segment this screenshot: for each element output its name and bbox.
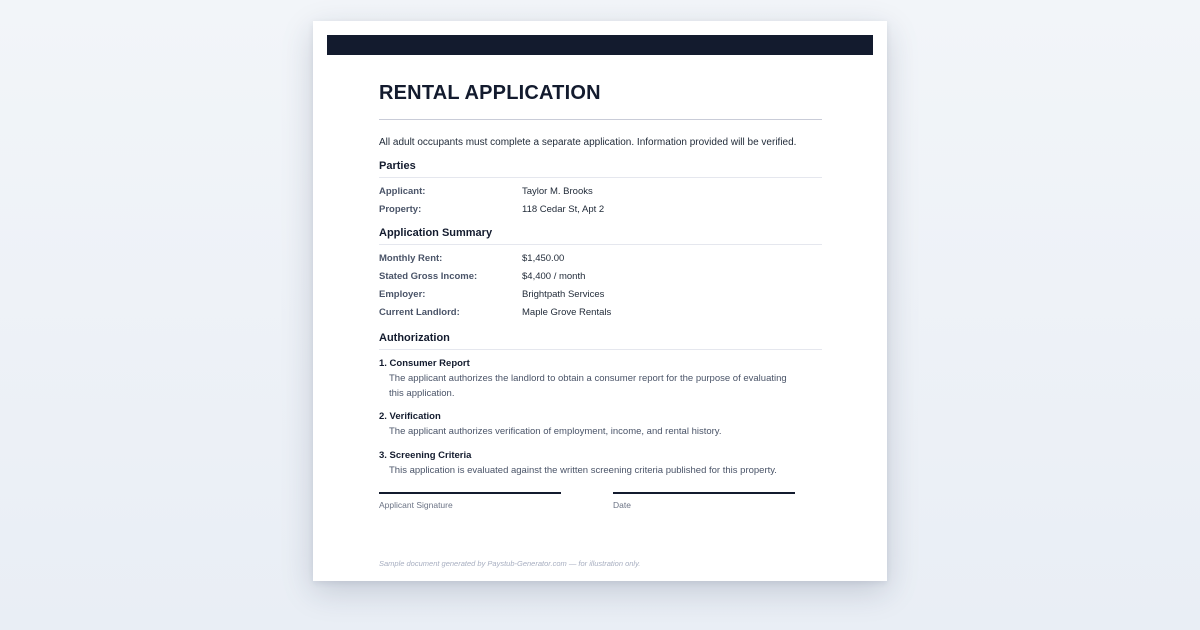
field-value: $4,400 / month [522, 271, 586, 282]
date-signature [613, 492, 795, 510]
field-label: Current Landlord: [379, 307, 460, 318]
clause-title: 3. Screening Criteria [379, 449, 472, 461]
section-heading-authorization: Authorization [379, 331, 822, 350]
field-value: $1,450.00 [522, 253, 565, 264]
clause-body: The applicant authorizes the landlord to obtain a consumer report for the purpose of evaluating this application. [389, 373, 787, 399]
summary-list [379, 253, 822, 325]
clause-screening-criteria [379, 450, 822, 479]
clause-verification [379, 411, 822, 440]
footer-disclaimer: Sample document generated by Paystub-Generator.com — for illustration only. [379, 559, 641, 568]
field-value: Taylor M. Brooks [522, 186, 593, 197]
field-row-applicant [379, 186, 822, 204]
document-body [379, 81, 822, 478]
clause-title: 1. Consumer Report [379, 358, 470, 369]
field-value: 118 Cedar St, Apt 2 [522, 204, 605, 215]
intro-text: All adult occupants must complete a separate application. Information provided will be verified. [379, 137, 797, 148]
field-label: Applicant: [379, 186, 426, 197]
field-row-monthly-rent [379, 253, 822, 271]
date-line [613, 492, 795, 494]
date-label: Date [613, 499, 631, 510]
field-value: Brightpath Services [522, 289, 605, 300]
document-title: RENTAL APPLICATION [379, 82, 601, 104]
title-divider [379, 119, 822, 120]
field-label: Employer: [379, 289, 426, 300]
document-page [313, 21, 887, 581]
clause-title: 2. Verification [379, 411, 441, 422]
parties-list [379, 186, 822, 222]
field-label: Monthly Rent: [379, 253, 443, 264]
field-row-property [379, 204, 822, 222]
header-bar [327, 35, 873, 55]
signature-line [379, 492, 561, 494]
field-row-gross-income [379, 271, 822, 289]
signature-label: Applicant Signature [379, 499, 453, 510]
field-row-current-landlord [379, 307, 822, 325]
field-value: Maple Grove Rentals [522, 307, 612, 318]
clause-body: This application is evaluated against the written screening criteria published for this property. [389, 464, 777, 476]
section-heading-parties: Parties [379, 159, 822, 178]
section-heading-summary: Application Summary [379, 226, 822, 245]
field-label: Property: [379, 204, 422, 215]
clause-body: The applicant authorizes verification of employment, income, and rental history. [389, 426, 722, 437]
field-label: Stated Gross Income: [379, 271, 478, 282]
clause-consumer-report [379, 358, 822, 401]
applicant-signature [379, 492, 561, 510]
field-row-employer [379, 289, 822, 307]
